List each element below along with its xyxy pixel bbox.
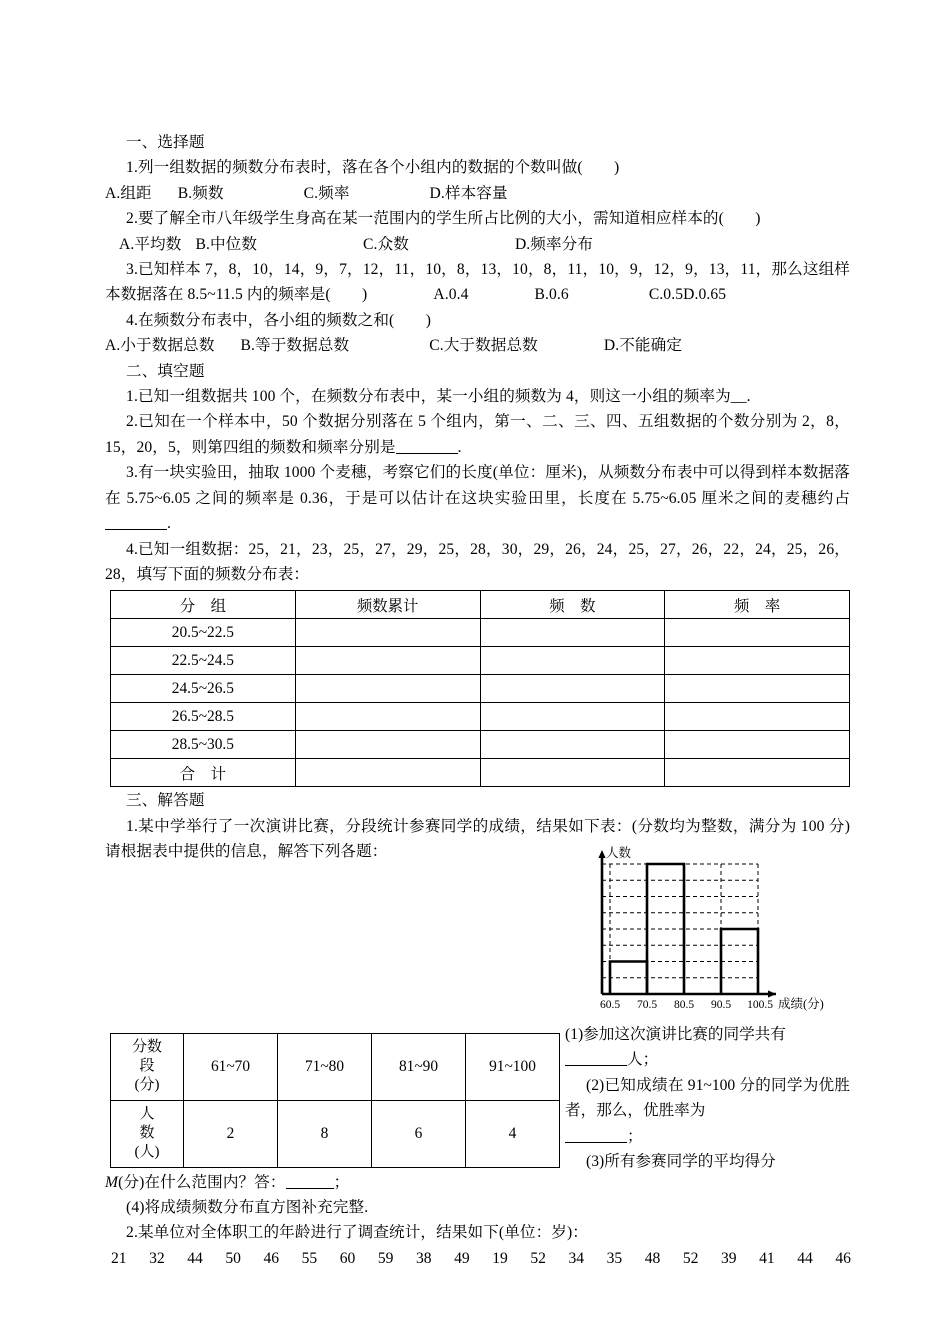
sub-question-3-text: (3)所有参赛同学的平均得分: [586, 1153, 776, 1171]
x-axis-arrow: [768, 990, 776, 997]
age-value: 39: [721, 1249, 737, 1267]
age-value: 46: [835, 1249, 851, 1267]
answer-blank: [565, 1065, 627, 1066]
cell-frequency[interactable]: [480, 647, 665, 675]
frequency-distribution-table: [110, 590, 850, 787]
option-b: B.等于数据总数: [240, 337, 350, 355]
choice-question-1-options: [105, 181, 850, 206]
choice-question-4-options: [105, 333, 850, 358]
x-axis-label: 成绩(分): [778, 997, 824, 1011]
choice-question-4-stem: 4.在频数分布表中，各小组的频数之和( ): [126, 311, 432, 329]
cell-frequency[interactable]: [480, 675, 665, 703]
answer-blank: [396, 453, 458, 454]
fill-question-3-text: 3.有一块实验田，抽取 1000 个麦穗，考察它们的长度(单位：厘米)，从频数分布表中可以得到样本数据落在 5.75~6.05 之间的频率是 0.36，于是可以估计在这块实验田里，长度在 5.75~6.05 厘米之间的麦穗约占: [105, 464, 850, 507]
y-axis-arrow: [598, 850, 605, 858]
table-total-row: [111, 759, 850, 787]
choice-question-2-stem: 2.要了解全市八年级学生身高在某一范围内的学生所占比例的大小，需知道相应样本的( ): [126, 210, 761, 228]
answer-blank: [286, 1188, 334, 1189]
row-label-score-range: [111, 1033, 184, 1100]
age-value: 44: [797, 1249, 813, 1267]
table-header-row: [111, 591, 850, 619]
sub-question-2: [565, 1073, 850, 1149]
x-tick-label: 90.5: [710, 999, 732, 1011]
option-c: C.频率: [303, 184, 350, 202]
header-cumulative: 频数累计: [295, 591, 480, 619]
cell-cumulative[interactable]: [295, 675, 480, 703]
x-tick-label: 80.5: [673, 999, 695, 1011]
option-b: B.频数: [177, 184, 224, 202]
answer-question-1-stem: 1.某中学举行了一次演讲比赛，分段统计参赛同学的成绩，结果如下表：(分数均为整数，满分为 100 分) 请根据表中提供的信息，解答下列各题：: [105, 817, 850, 861]
cell-range: 91~100: [466, 1033, 560, 1100]
bar-60-70: [610, 962, 647, 995]
header-frequency: 频 数: [480, 591, 665, 619]
cell-frequency[interactable]: [480, 731, 665, 759]
cell-rate[interactable]: [665, 675, 850, 703]
label-line: (分): [134, 1077, 160, 1094]
fill-question-2-suffix: .: [457, 438, 462, 456]
table-row: [111, 703, 850, 731]
cell-count: 6: [372, 1100, 466, 1167]
option-c: C.大于数据总数: [429, 337, 538, 355]
age-value: 52: [530, 1249, 546, 1267]
cell-total-frequency[interactable]: [480, 759, 665, 787]
cell-rate[interactable]: [665, 731, 850, 759]
choice-question-2-options: [105, 232, 850, 257]
cell-count: 8: [278, 1100, 372, 1167]
label-line: 分数: [131, 1039, 162, 1056]
option-b: B.中位数: [195, 235, 258, 253]
option-a: A.0.4: [433, 286, 469, 304]
cell-cumulative[interactable]: [295, 703, 480, 731]
choice-question-3: [105, 257, 850, 308]
option-a: A.小于数据总数: [105, 337, 215, 355]
y-axis-label: 人数: [606, 846, 632, 860]
option-a: A.平均数: [119, 235, 182, 253]
sub-question-2-suffix: ；: [627, 1127, 643, 1145]
table-row: [111, 647, 850, 675]
cell-group: 24.5~26.5: [111, 675, 296, 703]
label-line: 段: [139, 1058, 155, 1075]
cell-cumulative[interactable]: [295, 731, 480, 759]
cell-count: 4: [466, 1100, 560, 1167]
table-row: [111, 731, 850, 759]
option-d: D.频率分布: [514, 235, 594, 253]
x-tick-label: 70.5: [636, 999, 658, 1011]
option-a: A.组距: [105, 184, 152, 202]
fill-question-1-text: 1.已知一组数据共 100 个，在频数分布表中，某一小组的频数为 4，则这一小组的频率为: [126, 388, 731, 406]
age-value: 34: [568, 1249, 585, 1267]
fill-question-3: [105, 460, 850, 536]
cell-group: 20.5~22.5: [111, 619, 296, 647]
label-line: 数: [139, 1125, 155, 1142]
score-distribution-table: [110, 1033, 560, 1168]
cell-group: 26.5~28.5: [111, 703, 296, 731]
cell-range: 81~90: [372, 1033, 466, 1100]
age-value: 55: [301, 1249, 318, 1267]
cell-group: 22.5~24.5: [111, 647, 296, 675]
cell-range: 71~80: [278, 1033, 372, 1100]
frequency-histogram: [580, 842, 850, 1024]
cell-rate[interactable]: [665, 703, 850, 731]
fill-question-4: 4.已知一组数据：25，21，23，25，27，29，25，28，30，29，26，24，25，27，26，22，24，25，26，28，填写下面的频数分布表：: [105, 540, 850, 583]
chart-axes: [598, 850, 776, 998]
age-value: 32: [149, 1249, 165, 1267]
sub-question-1-unit: 人；: [627, 1051, 659, 1069]
option-c: C.0.5: [648, 286, 684, 304]
age-data-row: [105, 1246, 851, 1271]
fill-question-2-text: 2.已知在一个样本中，50 个数据分别落在 5 个组内，第一、二、三、四、五组数据的个数分别为 2，8，15，20，5，则第四组的频数和频率分别是: [105, 413, 850, 456]
table-row: [111, 619, 850, 647]
age-value: 48: [644, 1249, 661, 1267]
table-row: [111, 675, 850, 703]
answer-blank: [105, 529, 167, 530]
cell-group: 28.5~30.5: [111, 731, 296, 759]
cell-cumulative[interactable]: [295, 619, 480, 647]
age-value: 35: [606, 1249, 623, 1267]
option-d: D.不能确定: [603, 337, 683, 355]
option-b: B.0.6: [534, 286, 569, 304]
answer-question-2-stem: 2.某单位对全体职工的年龄进行了调查统计，结果如下(单位：岁)：: [126, 1224, 588, 1242]
age-value: 41: [759, 1249, 775, 1267]
choice-question-1-stem: 1.列一组数据的频数分布表时，落在各个小组内的数据的个数叫做( ): [126, 159, 620, 177]
age-value: 49: [454, 1249, 470, 1267]
age-value: 52: [682, 1249, 699, 1267]
section-heading-choice: 一、选择题: [126, 134, 205, 151]
table-row-ranges: [111, 1033, 560, 1100]
cell-rate[interactable]: [665, 647, 850, 675]
cell-frequency[interactable]: [480, 703, 665, 731]
age-value: 60: [339, 1249, 356, 1267]
cell-range: 61~70: [184, 1033, 278, 1100]
cell-total-label: 合 计: [111, 759, 296, 787]
age-value: 44: [187, 1249, 203, 1267]
table-row-counts: [111, 1100, 560, 1167]
section-heading-fill: 二、填空题: [126, 362, 205, 380]
age-value: 21: [111, 1249, 127, 1267]
fill-question-1: [105, 384, 850, 409]
fill-question-3-suffix: .: [167, 515, 171, 533]
age-value: 19: [492, 1249, 508, 1267]
section-heading-answer: 三、解答题: [126, 792, 205, 810]
age-value: 38: [416, 1249, 432, 1267]
variable-m: M: [105, 1173, 119, 1191]
x-tick-label: 60.5: [599, 999, 621, 1011]
option-d: D.0.65: [683, 286, 727, 304]
cell-frequency[interactable]: [480, 619, 665, 647]
sub-question-1-text: (1)参加这次演讲比赛的同学共有: [565, 1026, 786, 1043]
cell-cumulative[interactable]: [295, 647, 480, 675]
age-value: 50: [225, 1249, 241, 1267]
header-rate: 频 率: [665, 591, 850, 619]
row-label-person-count: [111, 1100, 184, 1167]
sub-question-1: [565, 1022, 850, 1073]
label-line: (人): [134, 1144, 160, 1161]
fill-question-2: [105, 409, 850, 460]
sub-question-3: [565, 1149, 850, 1174]
sub-question-4: (4)将成绩频数分布直方图补充完整.: [126, 1198, 369, 1216]
choice-question-3-stem: 3.已知样本 7，8，10，14，9，7，12，11，10，8，13，10，8，11，10，9，12，9，13，11，那么这组样本数据落在 8.5~11.5 内的频率是( ): [105, 261, 850, 304]
sub-question-2-text: (2)已知成绩在 91~100 分的同学为优胜者，那么，优胜率为: [565, 1076, 850, 1120]
label-line: 人: [139, 1106, 155, 1123]
age-value: 46: [263, 1249, 280, 1267]
sub-question-3-semicolon: ；: [333, 1173, 350, 1191]
cell-count: 2: [184, 1100, 278, 1167]
header-group: 分 组: [111, 591, 296, 619]
option-c: C.众数: [363, 235, 409, 253]
sub-question-3-tail: (分)在什么范围内？答：: [118, 1173, 286, 1191]
answer-blank: [565, 1142, 627, 1143]
cell-total-cumulative[interactable]: [295, 759, 480, 787]
histogram-svg: [580, 842, 850, 1024]
fill-question-1-blank: __.: [730, 388, 751, 406]
sub-questions-column: [565, 1022, 850, 1174]
cell-rate[interactable]: [665, 619, 850, 647]
option-d: D.样本容量: [429, 184, 508, 202]
age-value: 59: [377, 1249, 394, 1267]
x-tick-label: 100.5: [747, 999, 773, 1011]
cell-total-rate[interactable]: [665, 759, 850, 787]
